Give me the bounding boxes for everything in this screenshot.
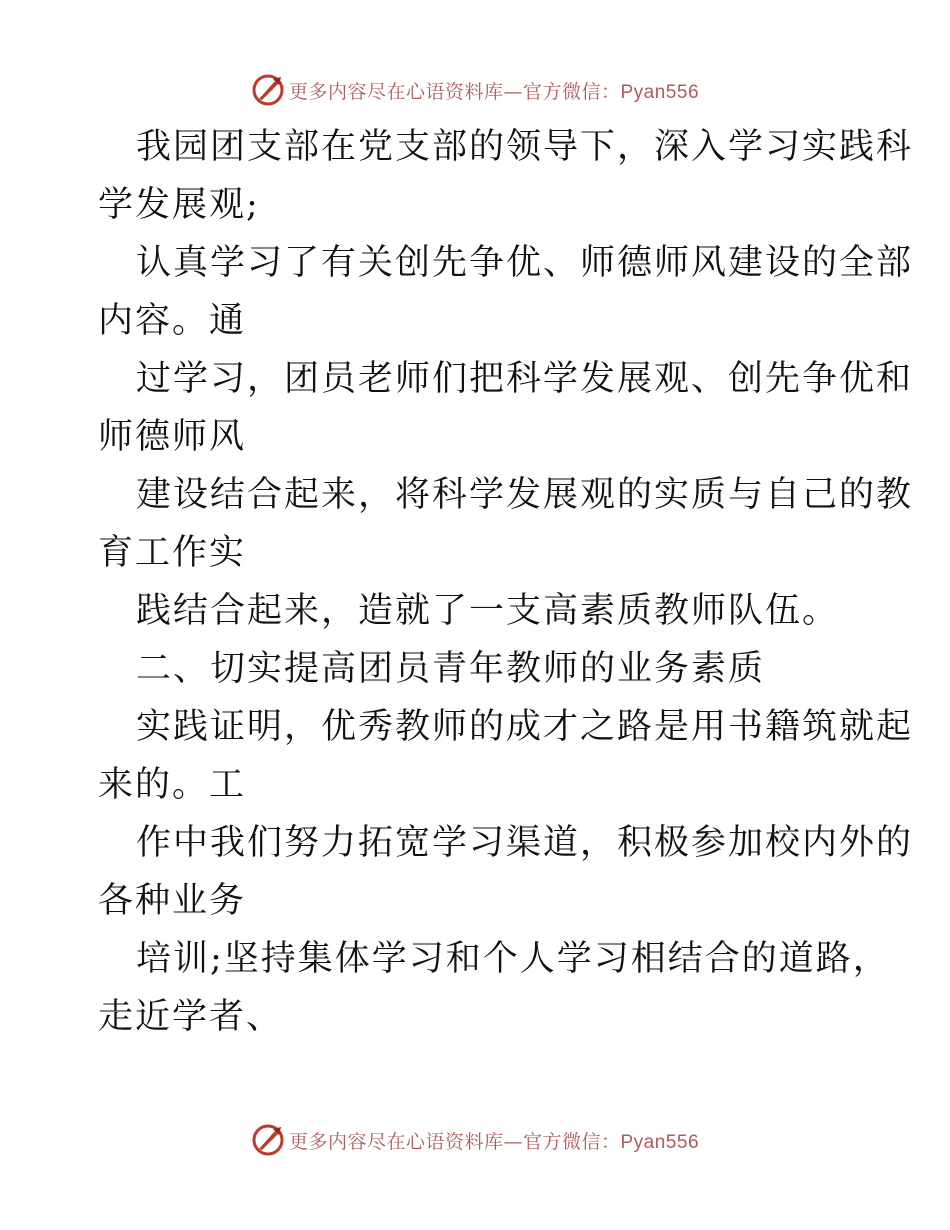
quill-logo-icon — [251, 73, 285, 107]
body-line: 认真学习了有关创先争优、师德师风建设的全部 — [136, 243, 914, 283]
body-line: 建设结合起来，将科学发展观的实质与自己的教 — [136, 475, 914, 515]
header-wechat-id: Pyan556 — [620, 81, 700, 103]
body-line: 来的。工 — [98, 765, 247, 805]
footer-banner-text: 更多内容尽在心语资料库—官方微信：Pyan556 — [288, 1130, 700, 1153]
quill-logo-icon — [251, 1123, 285, 1157]
body-line: 过学习，团员老师们把科学发展观、创先争优和 — [136, 359, 914, 399]
header-banner — [0, 70, 950, 110]
body-line: 实践证明，优秀教师的成才之路是用书籍筑就起 — [136, 707, 914, 747]
header-banner-text: 更多内容尽在心语资料库—官方微信：Pyan556 — [288, 80, 700, 103]
body-line: 育工作实 — [98, 533, 247, 573]
footer-banner — [0, 1120, 950, 1160]
body-line: 学发展观; — [98, 185, 260, 225]
body-line: 培训;坚持集体学习和个人学习相结合的道路， — [136, 939, 890, 979]
body-line: 走近学者、 — [98, 997, 284, 1037]
body-line: 内容。通 — [98, 301, 247, 341]
body-line: 师德师风 — [98, 417, 247, 457]
footer-wechat-id: Pyan556 — [620, 1131, 700, 1153]
body-line: 践结合起来，造就了一支高素质教师队伍。 — [136, 591, 840, 631]
document-body — [98, 118, 914, 1046]
body-line: 作中我们努力拓宽学习渠道，积极参加校内外的 — [136, 823, 914, 863]
body-line: 我园团支部在党支部的领导下，深入学习实践科 — [136, 127, 914, 167]
section-heading: 二、切实提高团员青年教师的业务素质 — [136, 649, 766, 689]
body-line: 各种业务 — [98, 881, 247, 921]
